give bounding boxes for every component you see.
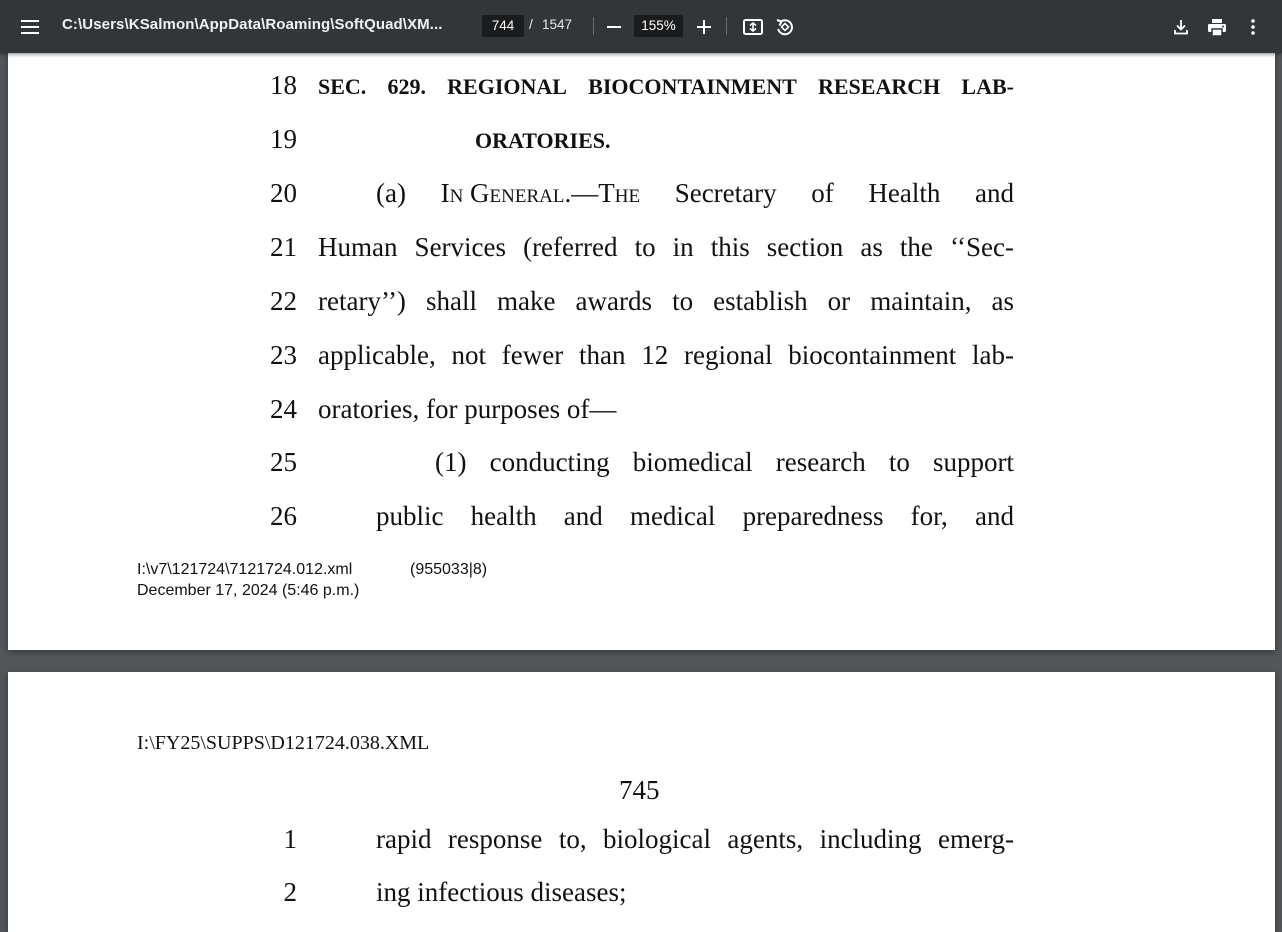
page-number: 745 [619,775,660,805]
page-separator: / [529,16,533,32]
pdf-page-745 [8,672,1275,932]
line-number: 19 [270,124,297,154]
section-heading: SEC. 629. REGIONAL BIOCONTAINMENT RESEARCH LAB- [318,74,1014,99]
line-number: 23 [270,340,297,370]
zoom-in-icon[interactable] [690,13,718,41]
line-text: (a) In General.—The Secretary of Health and [376,178,1014,208]
toolbar-divider [726,17,727,35]
print-icon[interactable] [1203,13,1231,41]
line-number: 21 [270,232,297,262]
pdf-toolbar [0,0,1282,53]
document-title: C:\Users\KSalmon\AppData\Roaming\SoftQuad\XM... [62,16,443,33]
line-text: ing infectious diseases; [376,877,627,907]
zoom-level-input[interactable]: 155% [634,15,683,37]
line-text: oratories, for purposes of— [318,394,617,424]
section-heading-cont: ORATORIES. [475,128,611,153]
header-file-path: I:\FY25\SUPPS\D121724.038.XML [137,732,430,754]
footer-date: December 17, 2024 (5:46 p.m.) [137,582,360,599]
toolbar-divider [593,17,594,35]
zoom-out-icon[interactable] [600,13,628,41]
line-number: 2 [283,877,297,907]
line-number: 22 [270,286,297,316]
footer-code: (955033|8) [410,561,488,578]
line-text: Human Services (referred to in this section as the ‘‘Sec- [318,232,1014,262]
pdf-page-744 [8,53,1275,650]
line-text: rapid response to, biological agents, including emerg- [376,824,1014,854]
page-total: 1547 [542,17,573,32]
line-text: (1) conducting biomedical research to support [435,447,1014,477]
line-text: retary’’) shall make awards to establish or maintain, as [318,286,1014,316]
footer-file-path: I:\v7\121724\7121724.012.xml [137,561,353,578]
line-text: public health and medical preparedness for, and [376,501,1014,531]
fit-to-page-icon[interactable] [739,13,767,41]
menu-icon[interactable] [16,13,44,41]
line-number: 26 [270,501,297,531]
line-number: 1 [283,824,297,854]
line-text: applicable, not fewer than 12 regional biocontainment lab- [318,340,1014,370]
line-number: 20 [270,178,297,208]
line-number: 25 [270,447,297,477]
rotate-icon[interactable] [771,13,799,41]
line-number: 24 [270,394,297,424]
more-options-icon[interactable] [1239,13,1267,41]
page-number-input[interactable]: 744 [482,15,524,37]
line-number: 18 [270,70,297,100]
download-icon[interactable] [1167,13,1195,41]
